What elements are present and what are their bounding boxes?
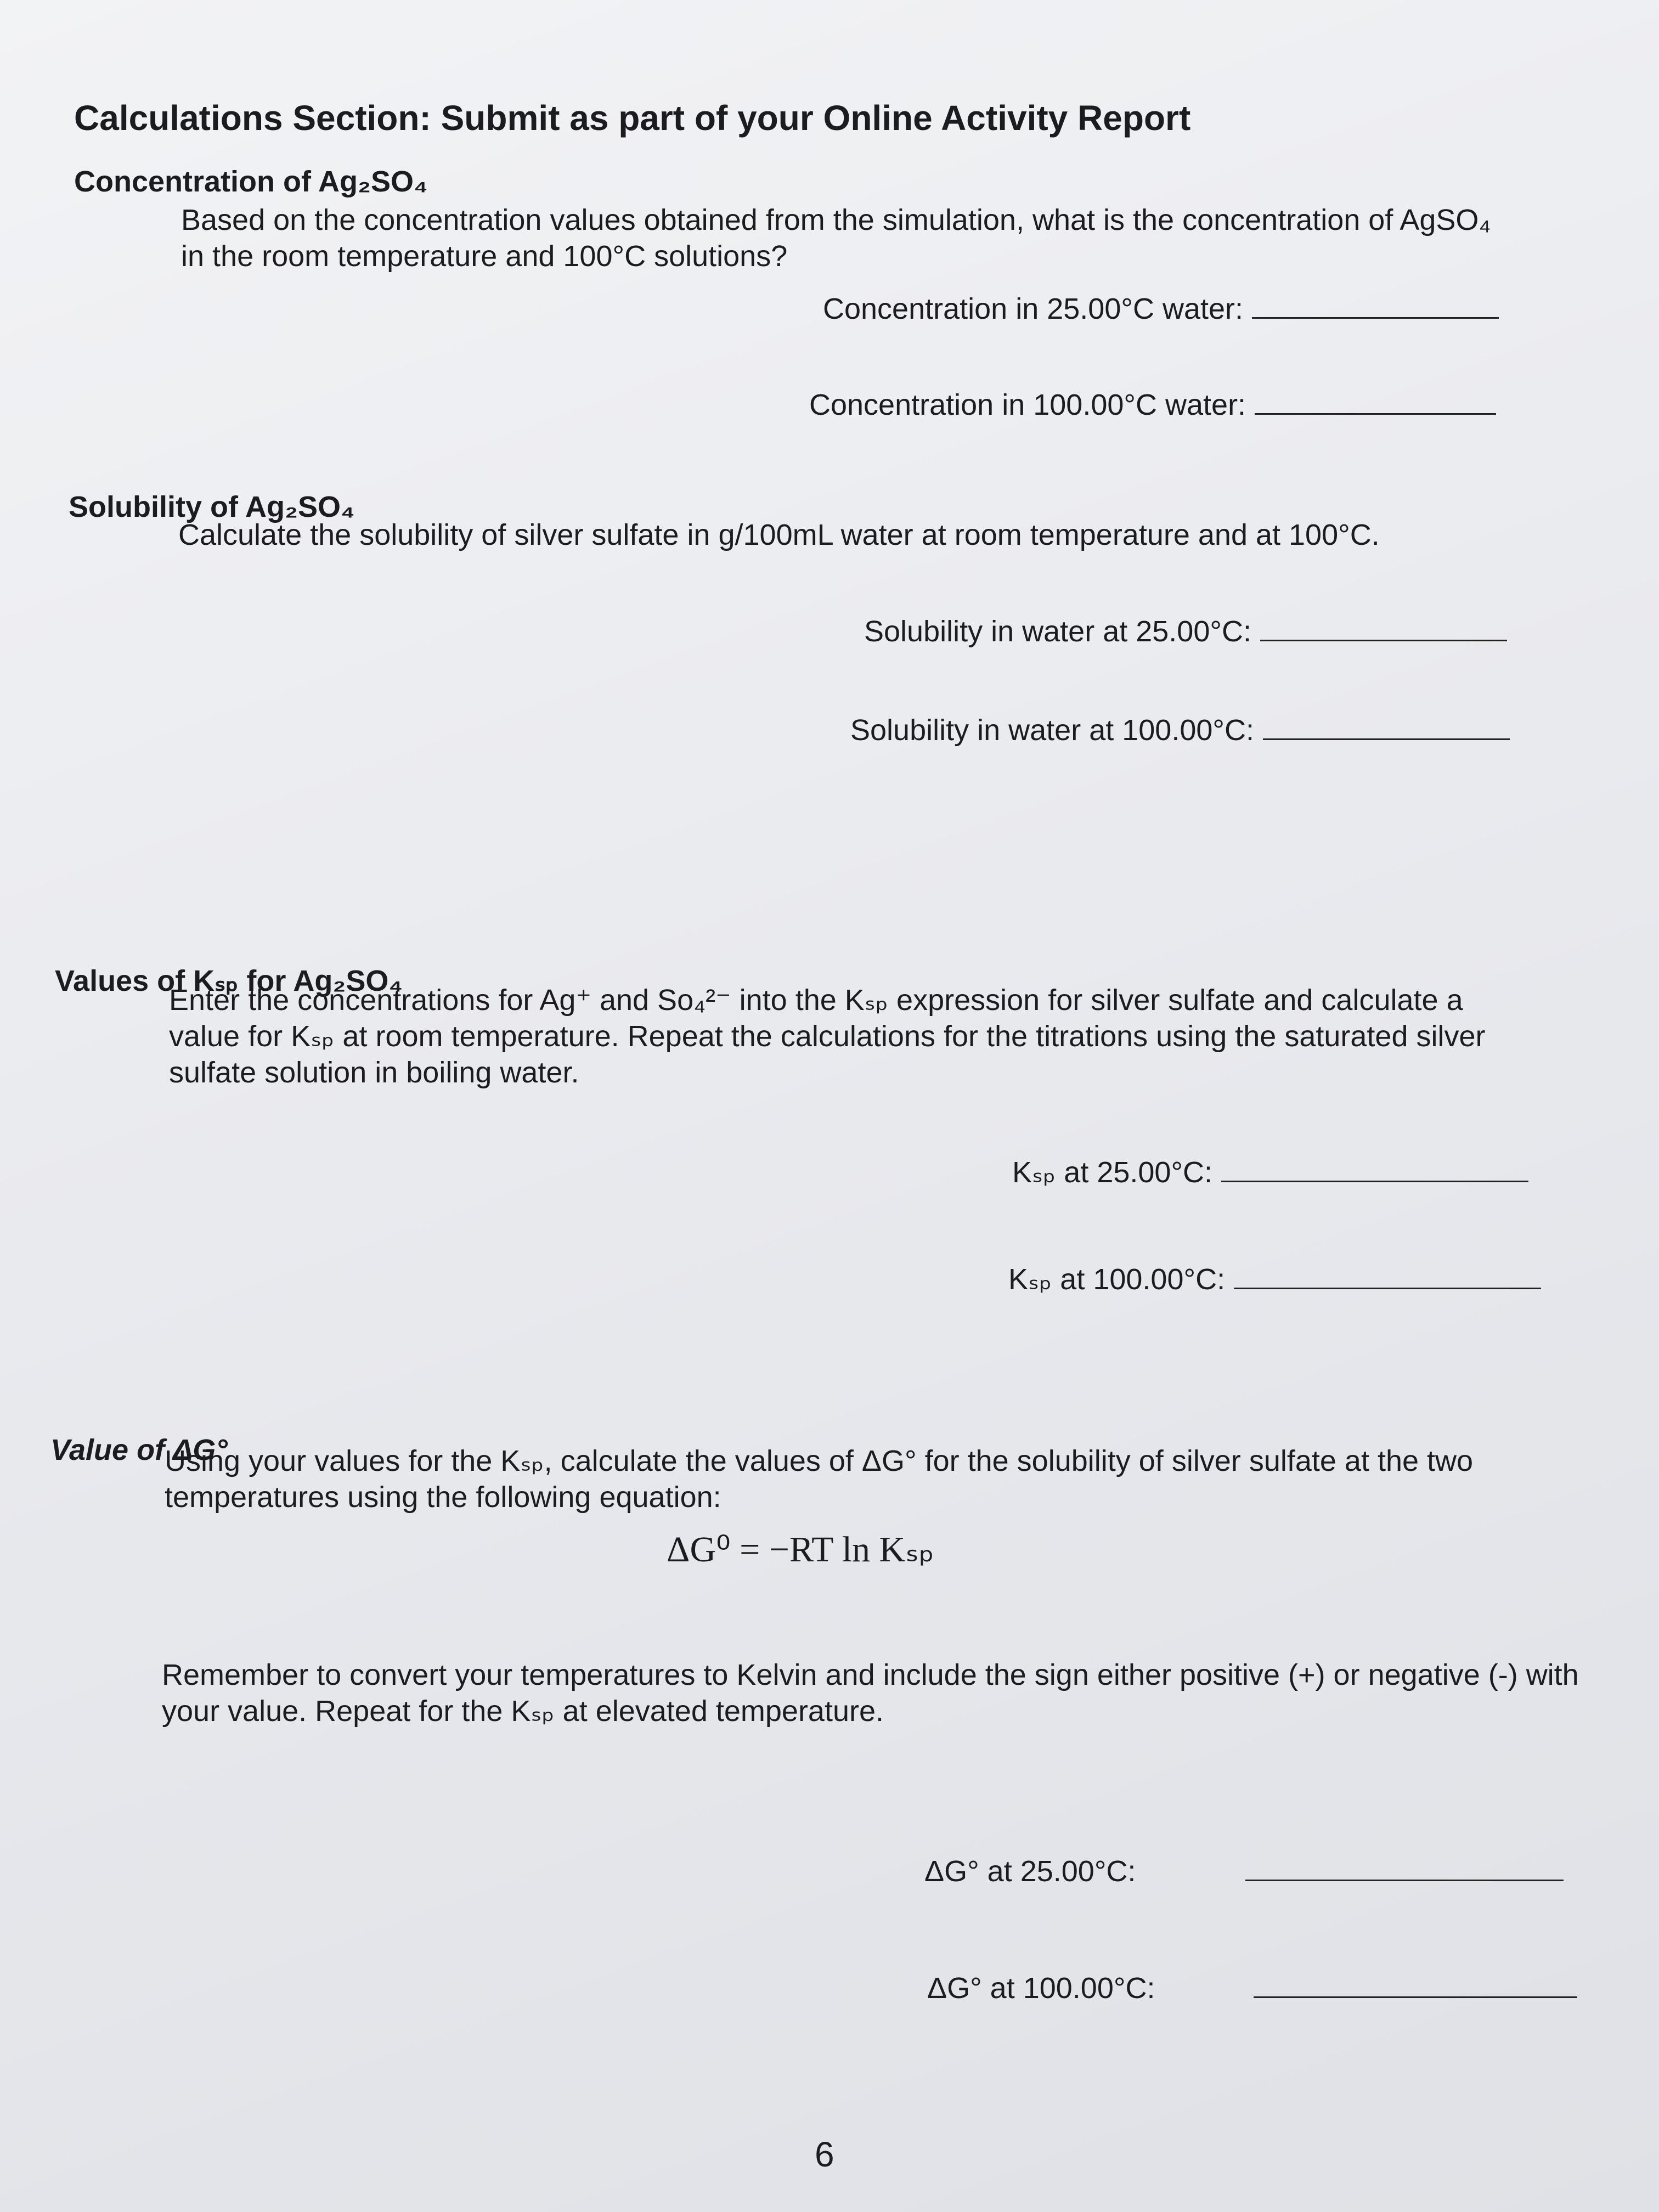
- solubility-100-label: Solubility in water at 100.00°C:: [850, 714, 1254, 747]
- solubility-25-field[interactable]: [864, 614, 1507, 648]
- deltag-heading: Value of ΔG°: [50, 1434, 228, 1466]
- ksp-100-blank[interactable]: [1234, 1263, 1541, 1289]
- ksp-100-label: Kₛₚ at 100.00°C:: [1008, 1263, 1226, 1296]
- deltag-equation: ΔG⁰ = −RT ln Kₛₚ: [667, 1530, 935, 1570]
- ksp-instruction: Enter the concentrations for Ag⁺ and So₄²⁻ into the Kₛₚ expression for silver sulfate and calculate a value for Kₛₚ at room temperature. Repeat the calculations for the titrations using the saturated silver sulfate solution in boiling water.: [169, 984, 1486, 1089]
- deltag-instruction: Using your values for the Kₛₚ, calculate the values of ΔG° for the solubility of silver sulfate at the two temperatures using the following equation:: [165, 1444, 1474, 1514]
- concentration-25-label: Concentration in 25.00°C water:: [823, 292, 1244, 325]
- deltag-100-field[interactable]: [927, 1971, 1577, 2005]
- deltag-25-label: ΔG° at 25.00°C:: [924, 1855, 1136, 1888]
- deltag-note: Remember to convert your temperatures to Kelvin and include the sign either positive (+) or negative (-) with your value. Repeat for the Kₛₚ at elevated temperature.: [162, 1658, 1579, 1728]
- solubility-heading: Solubility of Ag₂SO₄: [69, 490, 355, 523]
- show-through-text: [181, 785, 189, 817]
- solubility-25-label: Solubility in water at 25.00°C:: [864, 615, 1251, 648]
- ksp-heading: Values of Kₛₚ for Ag₂SO₄: [55, 964, 403, 997]
- ksp-25-field[interactable]: [1012, 1155, 1528, 1189]
- deltag-25-field[interactable]: [924, 1854, 1564, 1888]
- concentration-instruction: Based on the concentration values obtained from the simulation, what is the concentration of AgSO₄ in the room temperature and 100°C solutions?: [181, 204, 1491, 273]
- solubility-100-blank[interactable]: [1263, 714, 1510, 740]
- solubility-instruction: Calculate the solubility of silver sulfate in g/100mL water at room temperature and at 100°C.: [178, 518, 1380, 551]
- deltag-100-blank[interactable]: [1254, 1972, 1577, 1998]
- concentration-heading: Concentration of Ag₂SO₄: [74, 165, 428, 198]
- concentration-100-field[interactable]: [809, 388, 1496, 422]
- deltag-25-blank[interactable]: [1245, 1855, 1564, 1881]
- solubility-25-blank[interactable]: [1260, 616, 1507, 641]
- concentration-100-label: Concentration in 100.00°C water:: [809, 388, 1246, 421]
- ksp-25-label: Kₛₚ at 25.00°C:: [1012, 1156, 1213, 1189]
- concentration-25-blank[interactable]: [1252, 293, 1499, 319]
- ksp-100-field[interactable]: [1008, 1262, 1541, 1296]
- concentration-100-blank[interactable]: [1255, 389, 1496, 415]
- deltag-100-label: ΔG° at 100.00°C:: [927, 1972, 1155, 2005]
- concentration-25-field[interactable]: [823, 292, 1499, 326]
- page-title: Calculations Section: Submit as part of your Online Activity Report: [74, 98, 1191, 138]
- ksp-25-blank[interactable]: [1221, 1156, 1528, 1182]
- page-number: 6: [815, 2135, 834, 2174]
- solubility-100-field[interactable]: [850, 713, 1510, 747]
